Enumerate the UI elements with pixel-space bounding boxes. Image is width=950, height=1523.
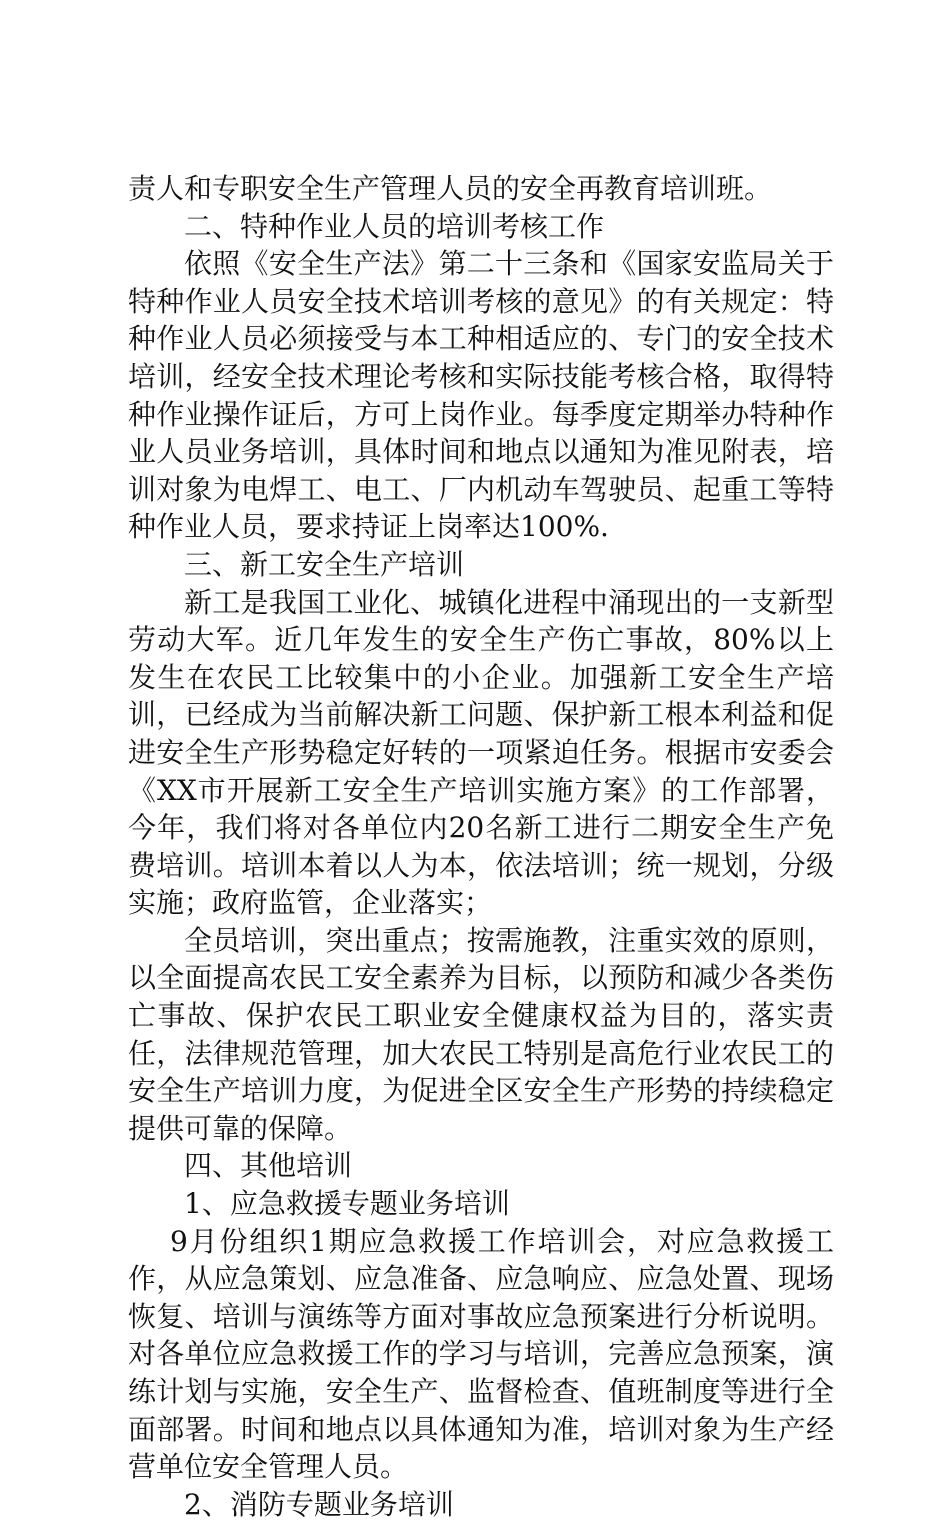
section-heading-other-training: 四、其他培训 [184,1149,353,1183]
section-heading-special-operations: 二、特种作业人员的培训考核工作 [184,209,605,243]
document-body [128,170,834,1523]
section-heading-new-workers: 三、新工安全生产培训 [184,547,465,581]
paragraph-continuation: 责人和专职安全生产管理人员的安全再教育培训班。 [128,172,773,205]
subsection-heading-emergency-rescue: 1、应急救援专题业务培训 [184,1187,510,1221]
paragraph-new-workers: 新工是我国工业化、城镇化进程中涌现出的一支新型劳动大军。近几年发生的安全生产伤亡事故，80%以上发生在农民工比较集中的小企业。加强新工安全生产培训，已经成为当前解决新工问题、保护新工根本利益和促进安全生产形势稳定好转的一项紧迫任务。根据市安委会《XX市开展新工安全生产培训实施方案》的工作部署，今年，我们将对各单位内20名新工进行二期安全生产免费培训。培训本着以人为本，依法培训；统一规划，分级实施；政府监管，企业落实； [128,585,834,920]
subsection-heading-fire-safety: 2、消防专题业务培训 [184,1487,454,1521]
paragraph-emergency-rescue: 9月份组织1期应急救援工作培训会，对应急救援工作，从应急策划、应急准备、应急响应、应急处置、现场恢复、培训与演练等方面对事故应急预案进行分析说明。对各单位应急救援工作的学习与培训，完善应急预案，演练计划与实施，安全生产、监督检查、值班制度等进行全面部署。时间和地点以具体通知为准，培训对象为生产经营单位安全管理人员。 [128,1224,834,1484]
paragraph-special-operations: 依照《安全生产法》第二十三条和《国家安监局关于特种作业人员安全技术培训考核的意见》的有关规定：特种作业人员必须接受与本工种相适应的、专门的安全技术培训，经安全技术理论考核和实际技能考核合格，取得特种作业操作证后，方可上岗作业。每季度定期举办特种作业人员业务培训，具体时间和地点以通知为准见附表，培训对象为电焊工、电工、厂内机动车驾驶员、起重工等特种作业人员，要求持证上岗率达100%. [128,247,834,544]
paragraph-training-principles: 全员培训，突出重点；按需施教，注重实效的原则，以全面提高农民工安全素养为目标，以预防和减少各类伤亡事故、保护农民工职业安全健康权益为目的，落实责任，法律规范管理，加大农民工特别是高危行业农民工的安全生产培训力度，为促进全区安全生产形势的持续稳定提供可靠的保障。 [128,923,834,1145]
